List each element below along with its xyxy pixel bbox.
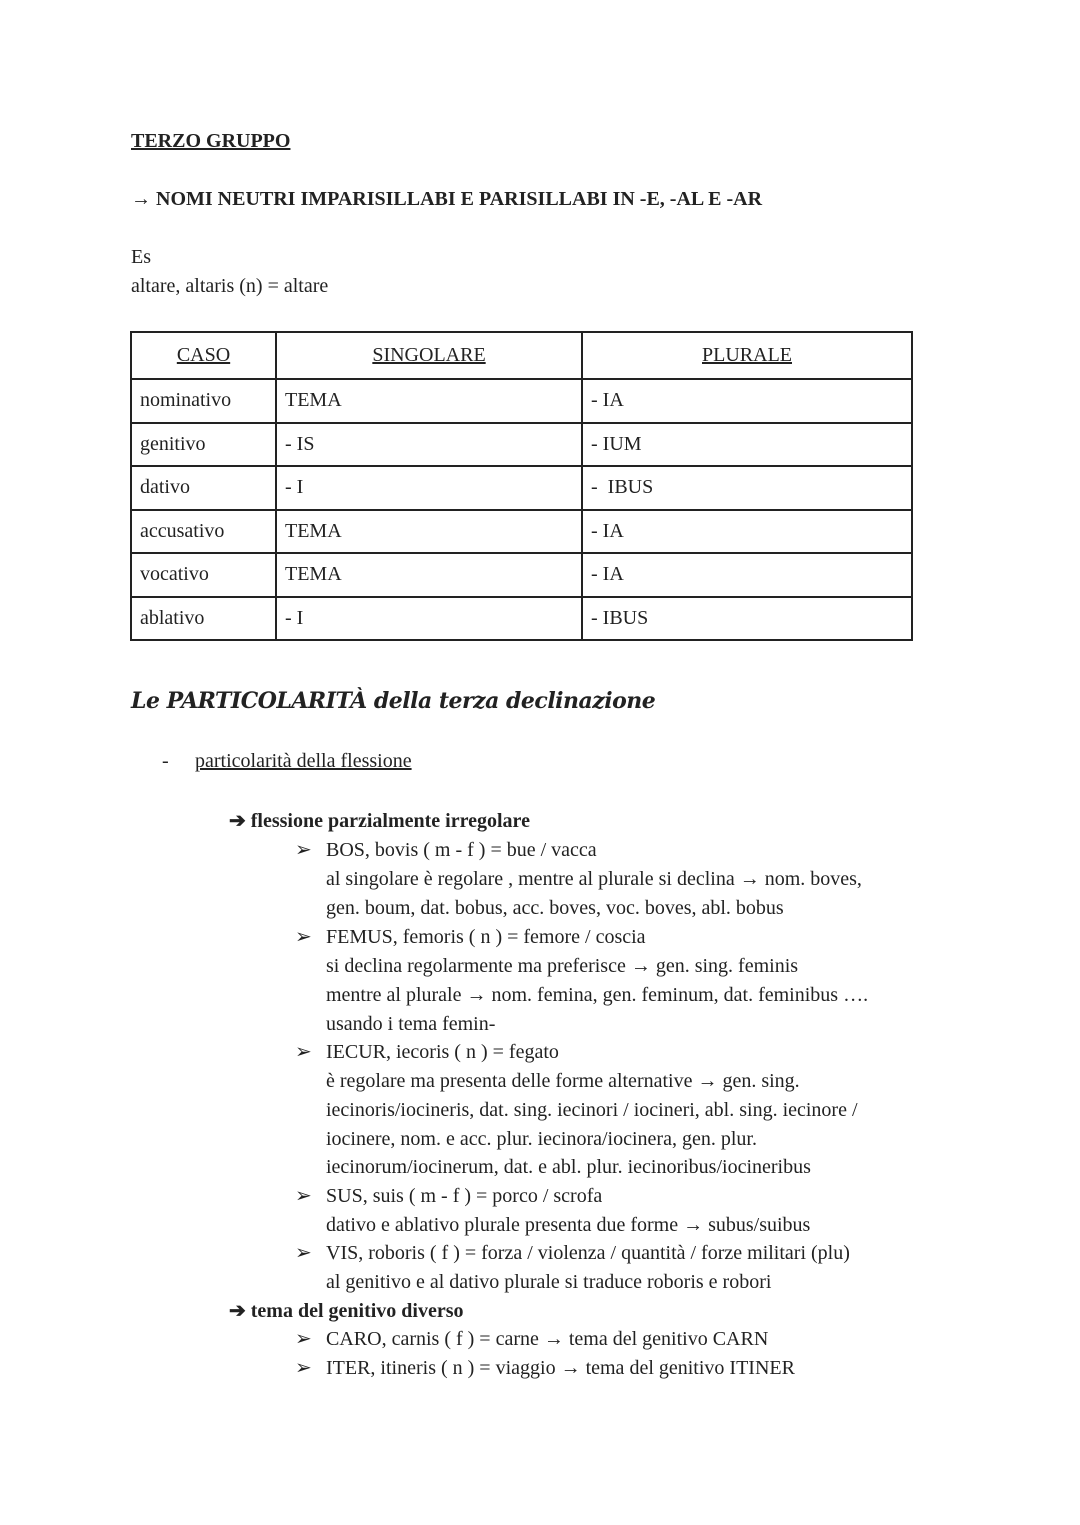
- list-item-line: iecinorum/iocinerum, dat. e abl. plur. iecinoribus/iocineribus: [326, 1156, 811, 1178]
- table-row: [131, 466, 912, 510]
- list-item-line: iecinoris/iocineris, dat. sing. iecinori / iocineri, abl. sing. iecinore /: [326, 1099, 858, 1121]
- header-singolare: SINGOLARE: [276, 332, 582, 379]
- bullet-icon: ➢: [295, 1328, 312, 1350]
- list-item-line: gen. boum, dat. bobus, acc. boves, voc. boves, abl. bobus: [326, 897, 784, 919]
- list-item-head: ITER, itineris ( n ) = viaggio → tema del genitivo ITINER: [326, 1357, 795, 1379]
- table-row: [131, 553, 912, 597]
- list-item-line: usando i tema femin-: [326, 1013, 496, 1035]
- example-label: Es: [131, 246, 151, 268]
- cell-singolare: - I: [276, 597, 582, 641]
- cell-plurale: - IA: [582, 510, 912, 554]
- cell-plurale: - IA: [582, 553, 912, 597]
- arrow-icon: ➔: [229, 1300, 246, 1322]
- cell-caso: nominativo: [131, 379, 276, 423]
- list-item-head: CARO, carnis ( f ) = carne → tema del genitivo CARN: [326, 1328, 769, 1350]
- cell-singolare: TEMA: [276, 379, 582, 423]
- table-row: [131, 423, 912, 467]
- group-title-text: flessione parzialmente irregolare: [250, 810, 530, 832]
- cell-plurale: - IA: [582, 379, 912, 423]
- arrow-icon: ➔: [229, 810, 246, 832]
- cell-singolare: TEMA: [276, 553, 582, 597]
- cell-singolare: TEMA: [276, 510, 582, 554]
- subtitle: → NOMI NEUTRI IMPARISILLABI E PARISILLABI IN -E, -AL E -AR: [131, 188, 763, 210]
- table-row: [131, 510, 912, 554]
- list-item-line: al genitivo e al dativo plurale si traduce roboris e robori: [326, 1271, 772, 1293]
- cell-plurale: - IBUS: [582, 597, 912, 641]
- bullet-icon: ➢: [295, 926, 312, 948]
- cell-caso: dativo: [131, 466, 276, 510]
- list-item-line: si declina regolarmente ma preferisce → gen. sing. feminis: [326, 955, 799, 977]
- group-title: [229, 1297, 464, 1326]
- list-item-head: VIS, roboris ( f ) = forza / violenza / quantità / forze militari (plu): [326, 1242, 850, 1264]
- subsection-title: particolarità della flessione: [195, 750, 412, 772]
- header-caso: CASO: [131, 332, 276, 379]
- cell-plurale: - IBUS: [582, 466, 912, 510]
- example-text: altare, altaris (n) = altare: [131, 275, 329, 297]
- list-item-line: iocinere, nom. e acc. plur. iecinora/iocinera, gen. plur.: [326, 1128, 757, 1150]
- list-item-line: al singolare è regolare , mentre al plurale si declina → nom. boves,: [326, 868, 862, 890]
- declension-table: [130, 331, 913, 641]
- cell-caso: genitivo: [131, 423, 276, 467]
- table-row: [131, 597, 912, 641]
- bullet-icon: ➢: [295, 1185, 312, 1207]
- table-header-row: [131, 332, 912, 379]
- header-plurale: PLURALE: [582, 332, 912, 379]
- group-title: [229, 807, 530, 836]
- page-title: TERZO GRUPPO: [131, 130, 291, 152]
- cell-caso: ablativo: [131, 597, 276, 641]
- bullet-icon: ➢: [295, 1041, 312, 1063]
- list-item-head: BOS, bovis ( m - f ) = bue / vacca: [326, 839, 597, 861]
- bullet-icon: ➢: [295, 1242, 312, 1264]
- list-item-head: SUS, suis ( m - f ) = porco / scrofa: [326, 1185, 603, 1207]
- list-item-head: IECUR, iecoris ( n ) = fegato: [326, 1041, 559, 1063]
- cell-singolare: - IS: [276, 423, 582, 467]
- cell-plurale: - IUM: [582, 423, 912, 467]
- list-item-line: mentre al plurale → nom. femina, gen. feminum, dat. feminibus ….: [326, 984, 869, 1006]
- bullet-icon: ➢: [295, 1357, 312, 1379]
- table-row: [131, 379, 912, 423]
- group-title-text: tema del genitivo diverso: [250, 1300, 464, 1322]
- list-item-line: è regolare ma presenta delle forme alternative → gen. sing.: [326, 1070, 800, 1092]
- list-item-line: dativo e ablativo plurale presenta due forme → subus/suibus: [326, 1214, 811, 1236]
- cell-caso: accusativo: [131, 510, 276, 554]
- list-item-head: FEMUS, femoris ( n ) = femore / coscia: [326, 926, 646, 948]
- bullet-dash: -: [162, 750, 169, 772]
- bullet-icon: ➢: [295, 839, 312, 861]
- cell-caso: vocativo: [131, 553, 276, 597]
- section-title: Le PARTICOLARITÀ della terza declinazione: [131, 688, 656, 714]
- cell-singolare: - I: [276, 466, 582, 510]
